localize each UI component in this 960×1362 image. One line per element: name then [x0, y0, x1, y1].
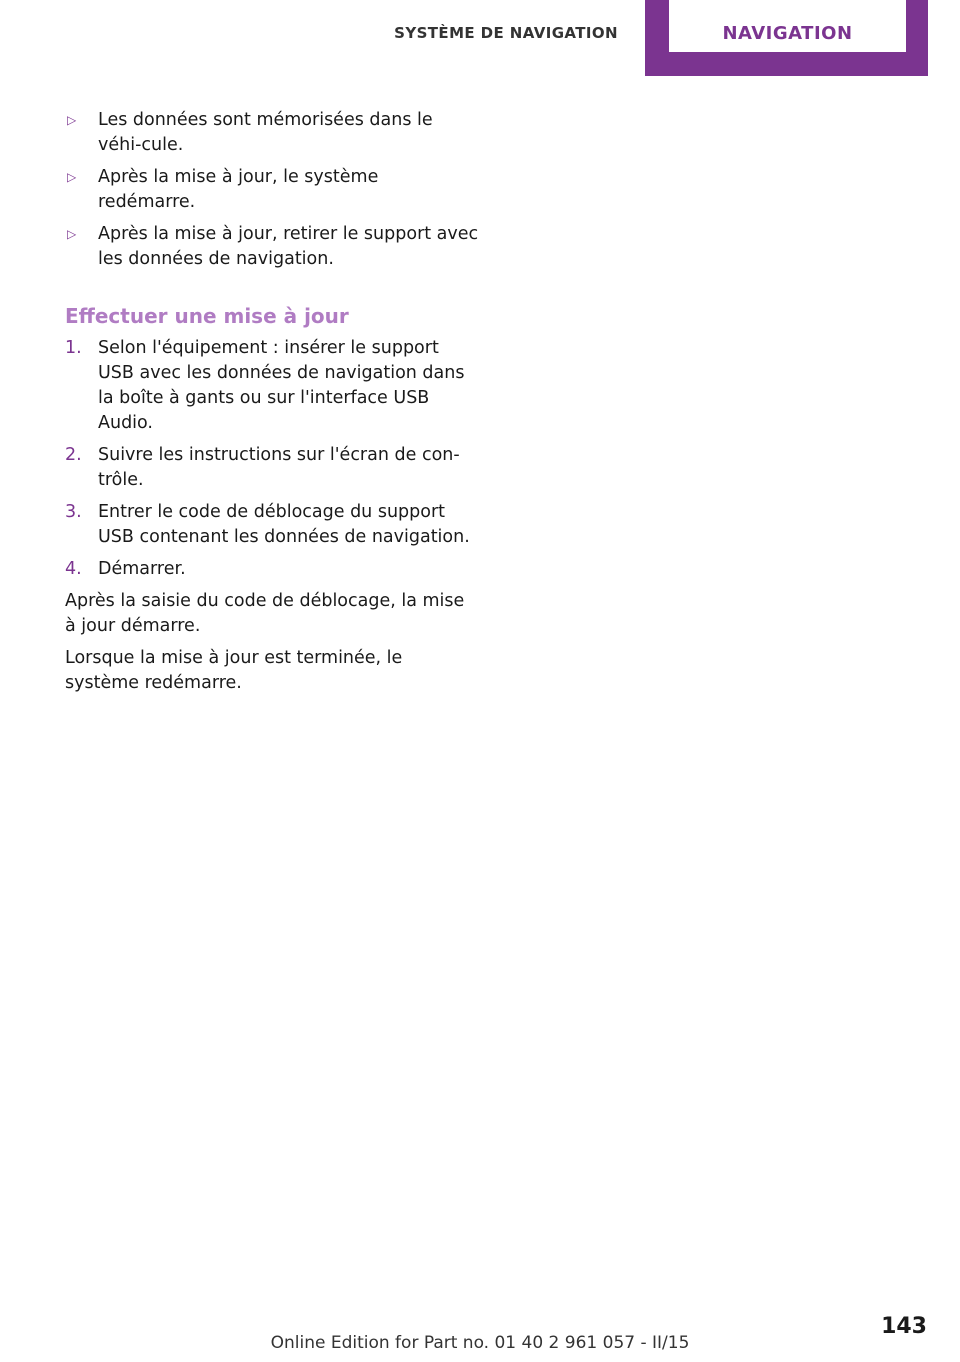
bullet-text: Après la mise à jour, le système redémarre.	[98, 167, 379, 212]
step-text: Entrer le code de déblocage du support USB contenant les données de navigation.	[98, 502, 470, 547]
triangle-bullet-icon: ▷	[67, 227, 77, 241]
step-number: 3.	[65, 502, 82, 522]
step-text: Suivre les instructions sur l'écran de con‐trôle.	[98, 445, 460, 490]
page-content	[65, 108, 480, 703]
step-text: Selon l'équipement : insérer le support USB avec les données de navigation dans la boîte à gants ou sur l'interface USB Audio.	[98, 338, 465, 433]
bullet-text: Les données sont mémorisées dans le véhi‐cule.	[98, 110, 433, 155]
step-text: Démarrer.	[98, 559, 186, 579]
step-item	[65, 443, 480, 493]
section-heading: Effectuer une mise à jour	[65, 304, 349, 328]
step-item	[65, 557, 480, 582]
step-item	[65, 336, 480, 436]
chapter-tab-label: NAVIGATION	[669, 0, 906, 52]
footer-edition: Online Edition for Part no. 01 40 2 961 057 - II/15	[270, 1333, 690, 1353]
step-number: 4.	[65, 559, 82, 579]
chapter-tab	[645, 0, 928, 76]
bullet-text: Après la mise à jour, retirer le support avec les données de navigation.	[98, 224, 479, 269]
step-item	[65, 500, 480, 550]
bullet-item	[65, 108, 480, 158]
paragraph: Lorsque la mise à jour est terminée, le système redémarre.	[65, 648, 403, 693]
bullet-item	[65, 165, 480, 215]
triangle-bullet-icon: ▷	[67, 170, 77, 184]
paragraph: Après la saisie du code de déblocage, la mise à jour démarre.	[65, 591, 465, 636]
page-number: 143	[881, 1314, 927, 1339]
running-header-section: SYSTÈME DE NAVIGATION	[394, 24, 618, 42]
bullet-item	[65, 222, 480, 272]
triangle-bullet-icon: ▷	[67, 113, 77, 127]
step-number: 2.	[65, 445, 82, 465]
step-number: 1.	[65, 338, 82, 358]
